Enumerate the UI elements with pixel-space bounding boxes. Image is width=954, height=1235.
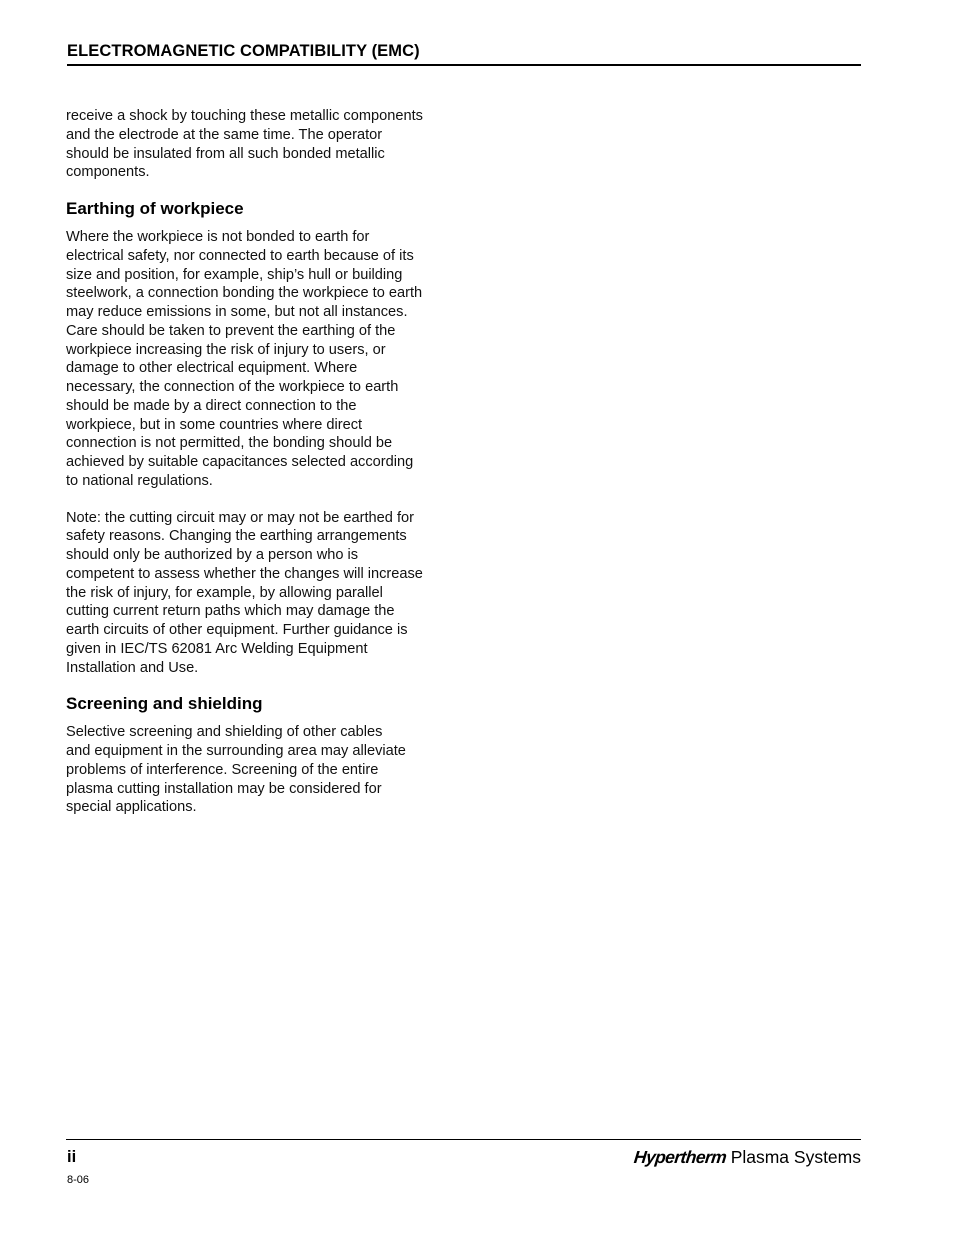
footer-divider — [66, 1139, 861, 1140]
text-line: steelwork, a connection bonding the workpiece to earth — [66, 285, 423, 302]
text-line: to national regulations. — [66, 472, 213, 489]
earthing-paragraph-2 — [66, 509, 458, 678]
text-line: problems of interference. Screening of the entire — [66, 761, 379, 778]
main-text-column — [66, 107, 458, 817]
text-line: Note: the cutting circuit may or may not be earthed for — [66, 509, 414, 526]
text-line: and the electrode at the same time. The operator — [66, 126, 383, 143]
text-line: workpiece increasing the risk of injury to users, or — [66, 341, 386, 358]
brand-suffix: Plasma Systems — [730, 1147, 861, 1167]
text-line: competent to assess whether the changes will increase — [66, 565, 423, 582]
text-line: the risk of injury, for example, by allowing parallel — [66, 584, 383, 601]
revision-date: 8-06 — [67, 1174, 90, 1186]
header-title: ELECTROMAGNETIC COMPATIBILITY (EMC) — [67, 42, 420, 60]
text-line: receive a shock by touching these metallic components — [66, 108, 423, 124]
text-line: achieved by suitable capacitances selected according — [66, 454, 414, 470]
text-line: Installation and Use. — [66, 659, 199, 676]
text-line: should be made by a direct connection to the — [66, 397, 357, 414]
intro-paragraph — [66, 107, 458, 182]
text-line: earth circuits of other equipment. Further guidance is — [66, 622, 408, 638]
text-line: cutting current return paths which may damage the — [66, 603, 395, 620]
screening-paragraph — [66, 723, 458, 817]
text-line: plasma cutting installation may be considered for — [66, 780, 382, 797]
page-header — [67, 42, 861, 66]
text-line: may reduce emissions in some, but not all instances. — [66, 304, 408, 320]
text-line: Care should be taken to prevent the earthing of the — [66, 322, 396, 339]
text-line: electrical safety, nor connected to earth because of its — [66, 247, 414, 264]
text-line: size and position, for example, ship’s hull or building — [66, 266, 403, 283]
text-line: safety reasons. Changing the earthing arrangements — [66, 528, 407, 545]
text-line: damage to other electrical equipment. Where — [66, 360, 358, 377]
hypertherm-logo: Hypertherm — [632, 1147, 727, 1167]
text-line: necessary, the connection of the workpiece to earth — [66, 379, 399, 395]
section-heading-earthing: Earthing of workpiece — [66, 199, 244, 218]
page-number: ii — [67, 1148, 77, 1166]
text-line: should be insulated from all such bonded metallic — [66, 145, 385, 162]
text-line: and equipment in the surrounding area may alleviate — [66, 743, 406, 759]
earthing-paragraph-1 — [66, 228, 458, 491]
text-line: Where the workpiece is not bonded to earth for — [66, 229, 370, 245]
text-line: Selective screening and shielding of other cables — [66, 724, 383, 741]
text-line: components. — [66, 164, 150, 181]
text-line: given in IEC/TS 62081 Arc Welding Equipment — [66, 640, 368, 657]
text-line: workpiece, but in some countries where direct — [66, 416, 363, 433]
brand-footer — [634, 1147, 861, 1168]
section-heading-screening: Screening and shielding — [66, 694, 263, 714]
text-line: should only be authorized by a person who is — [66, 547, 359, 563]
text-line: special applications. — [66, 799, 197, 816]
text-line: connection is not permitted, the bonding should be — [66, 435, 393, 452]
